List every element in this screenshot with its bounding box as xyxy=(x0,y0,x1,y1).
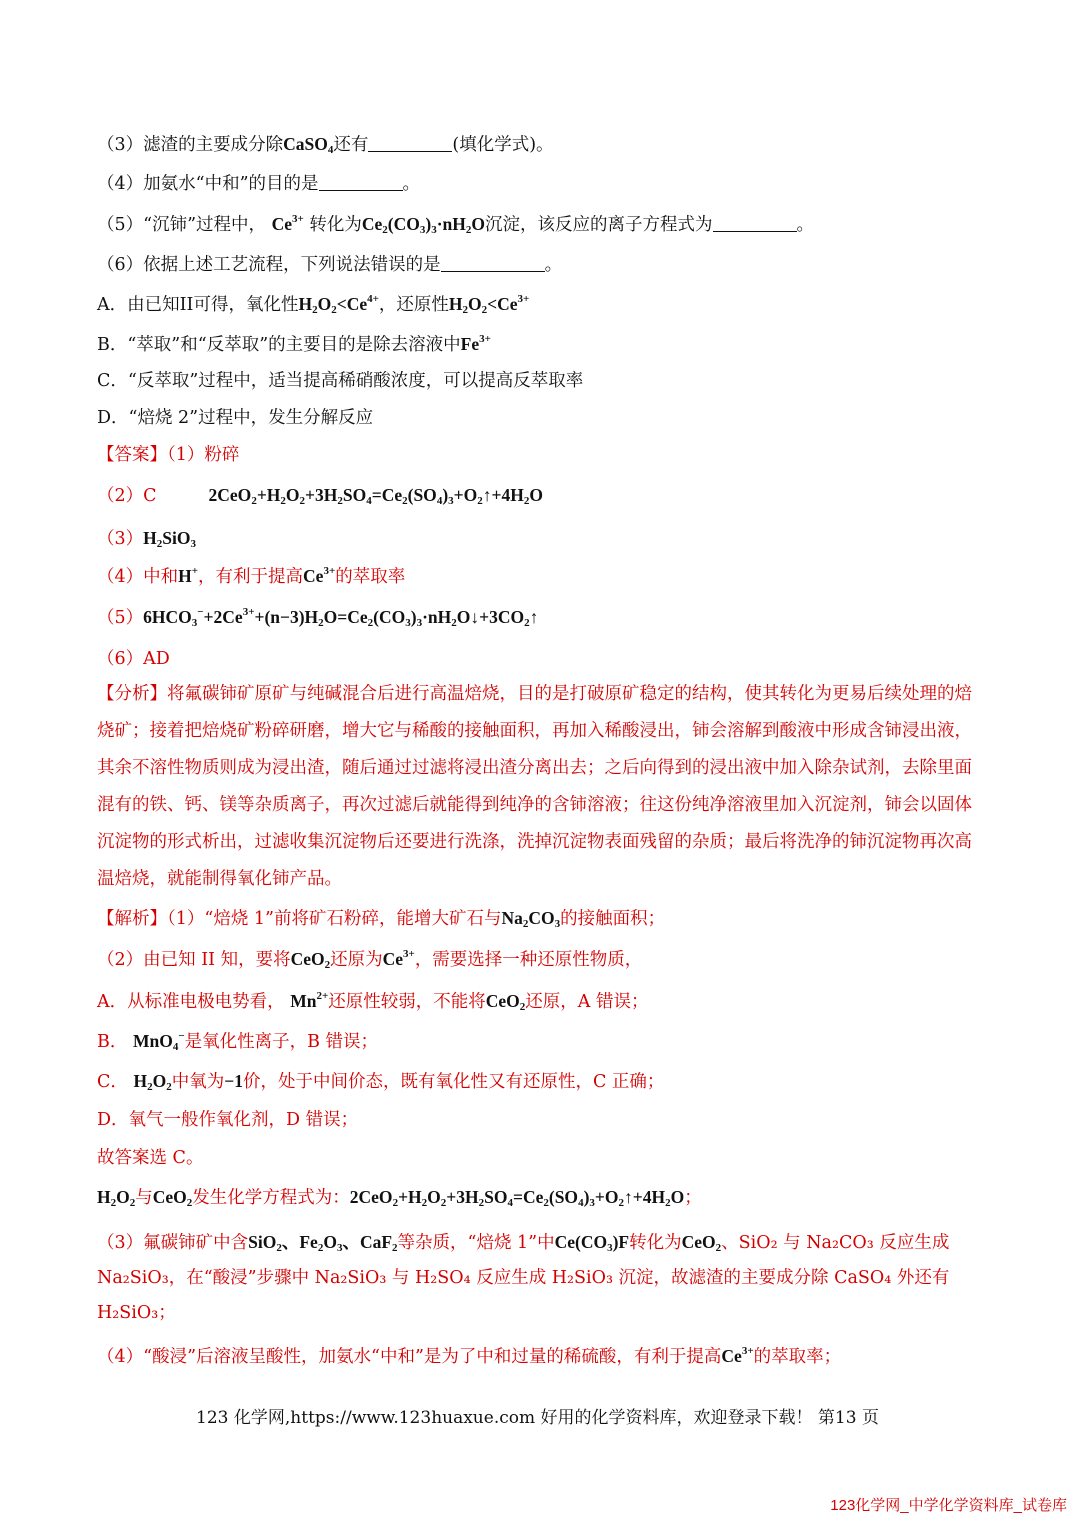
answer-2: （2）C $2CeO_2+H_2O_2+3H_2SO_4=Ce_2(SO_4)_3+O_2↑+4H_2O$ xyxy=(97,485,543,507)
equation-ceo2: $2CeO_2+H_2O_2+3H_2SO_4=Ce_2(SO_4)_3+O_2↑+4H_2O$ xyxy=(208,485,543,507)
solution-3: （3）氟碳铈矿中含SiO$_2$、$Fe_2O_3$、CaF$_2$等杂质，“焙烧 1”中$Ce(CO_3)F$转化为CeO$_2$、SiO₂ 与 Na₂CO₃ 反应生成 Na₂SiO₃，在“酸浸”步骤中 Na₂SiO₃ 与 H₂SO₄ 反应生成 H₂SiO₃ 沉淀，故滤渣的主要成分除 CaSO₄ 外还有 H₂SiO₃； xyxy=(97,1232,950,1323)
solution-equation: $H_2O_2$与CeO$_2$发生化学方程式为：$2CeO_2+H_2O_2+3H_2SO_4=Ce_2(SO_4)_3+O_2↑+4H_2O$； xyxy=(97,1187,702,1209)
solution-choose: 故答案选 C。 xyxy=(97,1148,204,1168)
site-watermark: 123化学网_中学化学资料库_试卷库 xyxy=(830,1497,1067,1514)
answer-blank xyxy=(368,133,452,152)
analysis-paragraph: 【分析】将氟碳铈矿原矿与纯碱混合后进行高温焙烧，目的是打破原矿稳定的结构，使其转化为更易后续处理的焙烧矿；接着把焙烧矿粉碎研磨，增大它与稀酸的接触面积，再加入稀酸浸出，铈会溶解到酸液中形成含铈浸出液，其余不溶性物质则成为浸出渣，随后通过过滤将浸出渣分离出去；之后向得到的浸出液中加入除杂试剂，去除里面混有的铁、钙、镁等杂质离子，再次过滤后就能得到纯净的含铈溶液；往这份纯净溶液里加入沉淀剂，铈会以固体沉淀物的形式析出，过滤收集沉淀物后还要进行洗涤，洗掉沉淀物表面残留的杂质；最后将洗净的铈沉淀物再次高温焙烧，就能制得氧化铈产品。 xyxy=(97,684,972,889)
answer-tag: 【答案】 xyxy=(97,445,167,465)
answer-blank xyxy=(713,213,797,232)
option-d: D．“焙烧 2”过程中，发生分解反应 xyxy=(97,408,374,428)
solution-a: A．从标准电极电势看， $Mn^{2+}$还原性较弱，不能将CeO$_2$还原，A 错误； xyxy=(97,990,649,1013)
answer-5: $(5)6HCO_3^-+2Ce^{3+}+(n-3)H_2O=Ce_2(CO_3)_3\cdot nH_2O↓+3CO_2↑$ xyxy=(97,606,539,629)
formula-caso4: CaSO$_4$ xyxy=(283,134,334,156)
option-b: B．“萃取”和“反萃取”的主要目的是除去溶液中$Fe^{3+}$ xyxy=(97,333,491,355)
question-5: （5）“沉铈”过程中， $Ce^{3+}$ 转化为$Ce_2(CO_3)_3\cdot nH_2O$沉淀，该反应的离子方程式为 。 xyxy=(97,213,814,236)
option-a: A．由已知II可得，氧化性$H_2O_2<Ce^{4+}$，还原性$H_2O_2<Ce^{3+}$ xyxy=(97,293,530,316)
equation-precipitation: $6HCO_3^-+2Ce^{3+}+(n-3)H_2O=Ce_2(CO_3)_3\cdot nH_2O↓+3CO_2↑$ xyxy=(143,606,539,629)
solution-2: （2）由已知 II 知，要将CeO$_2$还原为$Ce^{3+}$，需要选择一种还原性物质， xyxy=(97,948,643,971)
page-footer: 123 化学网,https://www.123huaxue.com 好用的化学资料库，欢迎登录下载！ 第13 页 xyxy=(196,1408,879,1428)
solution-c: C． $H_2O_2$中氧为−1价，处于中间价态，既有氧化性又有还原性，C 正确； xyxy=(97,1071,665,1093)
question-6: （6）依据上述工艺流程，下列说法错误的是 。 xyxy=(97,255,563,275)
question-3: （3）滤渣的主要成分除CaSO$_4$还有 (填化学式)。 xyxy=(97,134,554,156)
answer-6: （6）AD xyxy=(97,649,170,669)
answer-blank xyxy=(319,172,403,191)
solution-4: （4）“酸浸”后溶液呈酸性，加氨水“中和”是为了中和过量的稀硫酸，有利于提高$Ce^{3+}$的萃取率； xyxy=(97,1345,842,1367)
answer-3: $(3)H_2SiO_3$ xyxy=(97,528,196,550)
solution-1: 【解析】（1）“焙烧 1”前将矿石粉碎，能增大矿石与$Na_2CO_3$的接触面积； xyxy=(97,908,666,930)
solution-tag: 【解析】 xyxy=(97,909,167,929)
answer-1: 【答案】（1）粉碎 xyxy=(97,445,240,465)
answer-blank xyxy=(441,253,545,272)
option-c: C．“反萃取”过程中，适当提高稀硝酸浓度，可以提高反萃取率 xyxy=(97,371,584,391)
solution-b: B． MnO$_4$−是氧化性离子，B 错误； xyxy=(97,1030,379,1053)
answer-4: （4）中和H+，有利于提高$Ce^{3+}$的萃取率 xyxy=(97,565,406,587)
question-4: （4）加氨水“中和”的目的是 。 xyxy=(97,174,421,194)
analysis-tag: 【分析】 xyxy=(97,684,167,704)
solution-d: D．氧气一般作氧化剂，D 错误； xyxy=(97,1110,359,1130)
